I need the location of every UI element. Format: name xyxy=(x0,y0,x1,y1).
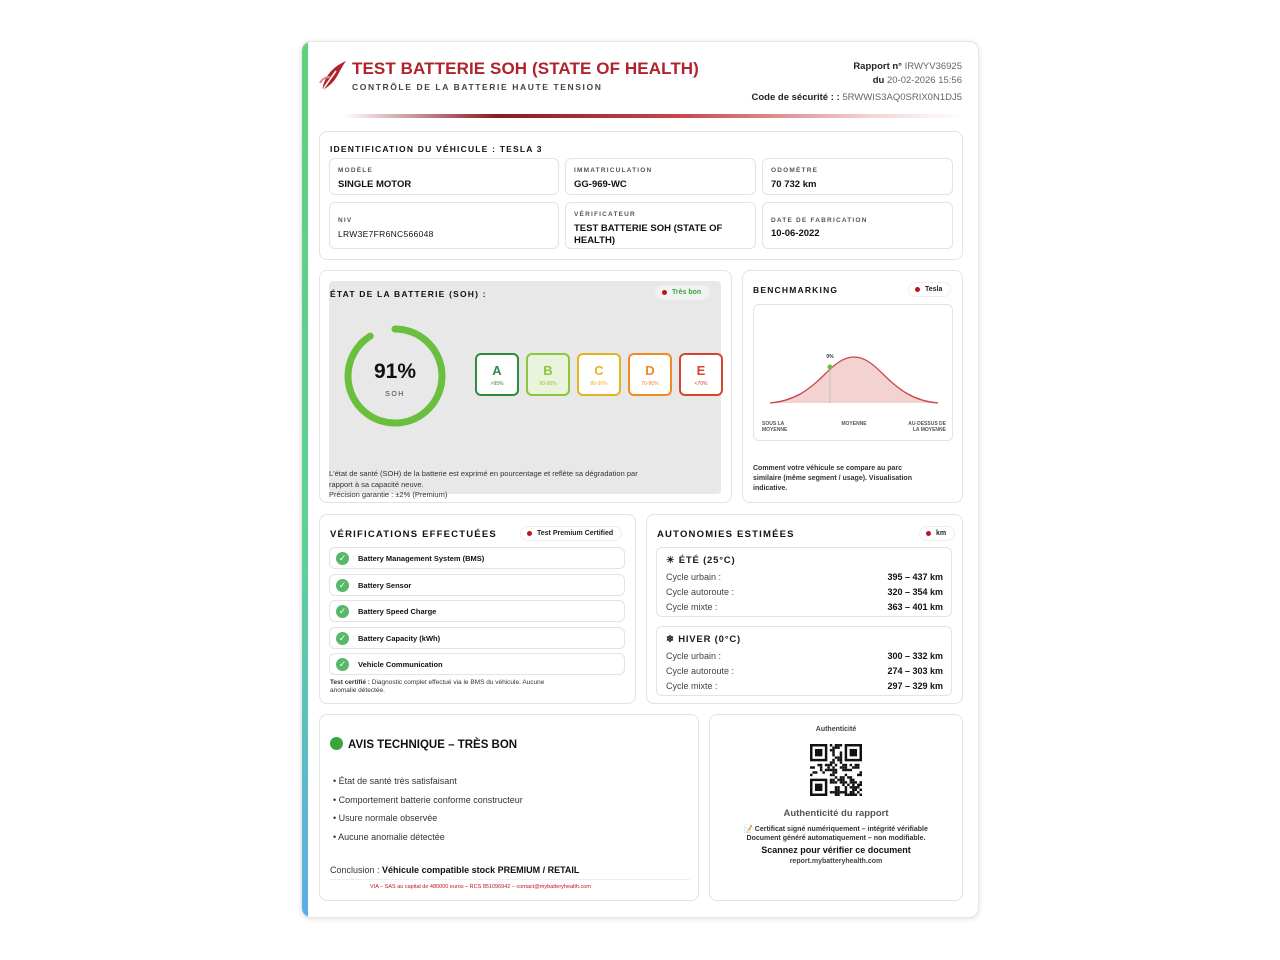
range-label: Cycle autoroute : xyxy=(666,587,735,597)
grade-a xyxy=(475,353,519,396)
check-label: Battery Sensor xyxy=(358,580,412,590)
field-vin xyxy=(329,202,559,249)
grade-range: 80-90% xyxy=(590,381,608,387)
field-value: LRW3E7FR6NC566048 xyxy=(338,229,434,239)
check-item xyxy=(329,600,625,622)
range-label: Cycle mixte : xyxy=(666,602,718,612)
field-label: NIV xyxy=(338,217,353,224)
grade-letter: A xyxy=(492,363,502,378)
benchmark-badge xyxy=(908,282,951,297)
grade-letter: D xyxy=(645,363,655,378)
checks-badge-text: Test Premium Certified xyxy=(537,530,614,537)
benchmark-badge-text: Tesla xyxy=(925,286,943,293)
avis-bullet: • Usure normale observée xyxy=(333,813,438,823)
axis-mid-label: MOYENNE xyxy=(841,421,867,427)
field-verifier xyxy=(565,202,756,249)
report-number-label: Rapport n° xyxy=(853,61,902,72)
field-value: 70 732 km xyxy=(771,179,817,190)
auth-url[interactable]: report.mybatteryhealth.com xyxy=(789,858,883,865)
field-value: SINGLE MOTOR xyxy=(338,179,412,190)
summer-block xyxy=(656,547,952,617)
report-meta xyxy=(752,60,962,105)
check-item xyxy=(329,627,625,649)
benchmark-note xyxy=(753,464,912,494)
vehicle-marker-label: 0% xyxy=(826,354,834,360)
battery-title: ÉTAT DE LA BATTERIE (SOH) : xyxy=(330,289,487,299)
benchmark-card xyxy=(742,270,963,503)
range-value: 300 – 332 km xyxy=(887,651,943,661)
field-label: VÉRIFICATEUR xyxy=(574,211,636,218)
vehicle-marker xyxy=(828,365,833,370)
security-code: 5RWWIS3AQ0SRIX0N1DJ5 xyxy=(842,92,962,103)
grade-e xyxy=(679,353,723,396)
range-value: 320 – 354 km xyxy=(887,587,943,597)
auth-subtitle: Authenticité du rapport xyxy=(783,808,889,819)
auth-line: 📝 Certificat signé numériquement – intégrité vérifiable xyxy=(744,826,928,833)
range-value: 363 – 401 km xyxy=(887,602,943,612)
benchmark-note-line: indicative. xyxy=(753,485,788,492)
badge-dot-icon xyxy=(915,287,920,292)
battery-note-line: Précision garantie : ±2% (Premium) xyxy=(329,490,448,499)
checkmark-icon: ✓ xyxy=(336,605,349,618)
autonomy-card xyxy=(646,514,963,704)
winter-block xyxy=(656,626,952,696)
benchmark-title: BENCHMARKING xyxy=(753,285,839,295)
auth-scan-text: Scannez pour vérifier ce document xyxy=(761,845,911,855)
winter-title: ❄ HIVER (0°C) xyxy=(666,634,741,645)
field-label: DATE DE FABRICATION xyxy=(771,217,868,224)
battery-note xyxy=(329,469,709,501)
grade-letter: C xyxy=(594,363,604,378)
avis-bullet: • Comportement batterie conforme constructeur xyxy=(333,795,523,805)
battery-note-line: rapport à sa capacité neuve. xyxy=(329,479,424,489)
grade-d xyxy=(628,353,672,396)
field-manufacture-date xyxy=(762,202,953,249)
field-model xyxy=(329,158,559,195)
soh-value: 91% xyxy=(373,360,417,383)
grade-range: <70% xyxy=(694,381,708,387)
soh-label: SOH xyxy=(385,391,405,398)
benchmark-note-line: Comment votre véhicule se compare au parc xyxy=(753,465,902,472)
check-item xyxy=(329,547,625,569)
conclusion-value: Véhicule compatible stock PREMIUM / RETAIL xyxy=(382,865,580,875)
security-code-label: Code de sécurité : : xyxy=(751,92,840,103)
axis-left-label: SOUS LA xyxy=(762,421,785,427)
autonomy-badge xyxy=(919,526,955,541)
range-value: 297 – 329 km xyxy=(887,681,943,691)
certified-text: anomalie détectée. xyxy=(330,686,385,694)
report-subtitle: CONTRÔLE DE LA BATTERIE HAUTE TENSION xyxy=(352,82,603,92)
identification-title: IDENTIFICATION DU VÉHICULE : TESLA 3 xyxy=(330,144,543,154)
field-label: IMMATRICULATION xyxy=(574,167,653,174)
range-value: 274 – 303 km xyxy=(887,666,943,676)
auth-card xyxy=(709,714,963,901)
range-value: 395 – 437 km xyxy=(887,572,943,582)
checkmark-icon: ✓ xyxy=(336,579,349,592)
field-label: ODOMÈTRE xyxy=(771,167,819,174)
grade-letter: E xyxy=(696,363,706,378)
soh-gauge xyxy=(340,321,450,431)
checkmark-icon: ✓ xyxy=(336,552,349,565)
avis-title xyxy=(330,737,517,751)
qr-code-icon[interactable] xyxy=(810,744,862,796)
auth-title: Authenticité xyxy=(815,726,857,733)
grade-range: 70-80% xyxy=(641,381,659,387)
avis-title-text: AVIS TECHNIQUE – TRÈS BON xyxy=(348,739,518,751)
report-number: IRWYV36925 xyxy=(904,61,962,72)
side-accent-bar xyxy=(302,42,308,917)
header-divider xyxy=(342,114,962,118)
conclusion-label: Conclusion : xyxy=(330,865,380,875)
identification-card xyxy=(319,131,963,260)
avis-bullet: • État de santé très satisfaisant xyxy=(333,776,457,786)
checkmark-icon: ✓ xyxy=(336,658,349,671)
legal-footer: VIA – SAS au capital de 480000 euros – RCS 851096942 – contact@mybatteryhealth.com xyxy=(370,884,591,890)
report-page xyxy=(301,41,979,918)
grade-letter: B xyxy=(543,363,553,378)
avis-bullet: • Aucune anomalie détectée xyxy=(333,832,445,842)
checks-card xyxy=(319,514,636,704)
field-label: MODÈLE xyxy=(338,167,374,174)
checks-badge xyxy=(520,526,622,541)
field-value: TEST BATTERIE SOH (STATE OF HEALTH) xyxy=(574,223,723,246)
battery-status-badge xyxy=(655,285,710,300)
battery-card xyxy=(319,270,732,503)
grade-b xyxy=(526,353,570,396)
benchmark-chart-box xyxy=(753,304,953,441)
check-label: Vehicle Communication xyxy=(358,660,443,669)
badge-dot-icon xyxy=(527,531,532,536)
benchmark-note-line: similaire (même segment / usage). Visualisation xyxy=(753,475,912,482)
summer-title: ☀ ÉTÉ (25°C) xyxy=(666,555,736,566)
check-label: Battery Management System (BMS) xyxy=(358,554,485,563)
field-value: 10-06-2022 xyxy=(771,228,820,239)
avis-card xyxy=(319,714,699,901)
field-odometer xyxy=(762,158,953,195)
logo-icon xyxy=(318,59,348,93)
range-label: Cycle autoroute : xyxy=(666,666,735,676)
grade-range: >95% xyxy=(490,381,504,387)
checks-title: VÉRIFICATIONS EFFECTUÉES xyxy=(330,529,497,540)
benchmark-curve xyxy=(754,305,954,442)
certified-text: Diagnostic complet effectué via le BMS du véhicule. Aucune xyxy=(371,679,545,686)
check-label: Battery Capacity (kWh) xyxy=(358,633,441,643)
axis-right-label: AU-DESSUS DE xyxy=(908,421,946,427)
certified-label: Test certifié : xyxy=(330,679,370,686)
range-label: Cycle mixte : xyxy=(666,681,718,691)
battery-note-line: L'état de santé (SOH) de la batterie est exprimé en pourcentage et reflète sa dégradation par xyxy=(329,469,638,478)
check-label: Battery Speed Charge xyxy=(358,607,437,616)
range-label: Cycle urbain : xyxy=(666,572,722,582)
range-label: Cycle urbain : xyxy=(666,651,722,661)
check-item xyxy=(329,653,625,675)
field-plate xyxy=(565,158,756,195)
axis-left-label: MOYENNE xyxy=(762,427,788,433)
auth-line: Document généré automatiquement – non modifiable. xyxy=(746,835,926,842)
status-dot-icon xyxy=(662,290,667,295)
conclusion xyxy=(330,865,579,875)
report-date: 20-02-2026 15:56 xyxy=(886,75,962,86)
autonomy-badge-text: km xyxy=(936,530,947,537)
field-value: GG-969-WC xyxy=(574,179,627,190)
report-title: TEST BATTERIE SOH (STATE OF HEALTH) xyxy=(352,59,699,78)
green-dot-icon xyxy=(330,737,343,750)
grade-c xyxy=(577,353,621,396)
checkmark-icon: ✓ xyxy=(336,632,349,645)
check-item xyxy=(329,574,625,596)
axis-right-label: LA MOYENNE xyxy=(912,427,946,433)
battery-status-text: Très bon xyxy=(672,289,702,296)
report-date-label: du xyxy=(872,75,885,86)
badge-dot-icon xyxy=(926,531,931,536)
grade-range: 90-95% xyxy=(539,381,557,387)
autonomy-title: AUTONOMIES ESTIMÉES xyxy=(657,529,795,540)
certified-note xyxy=(330,679,544,694)
divider xyxy=(330,879,690,880)
